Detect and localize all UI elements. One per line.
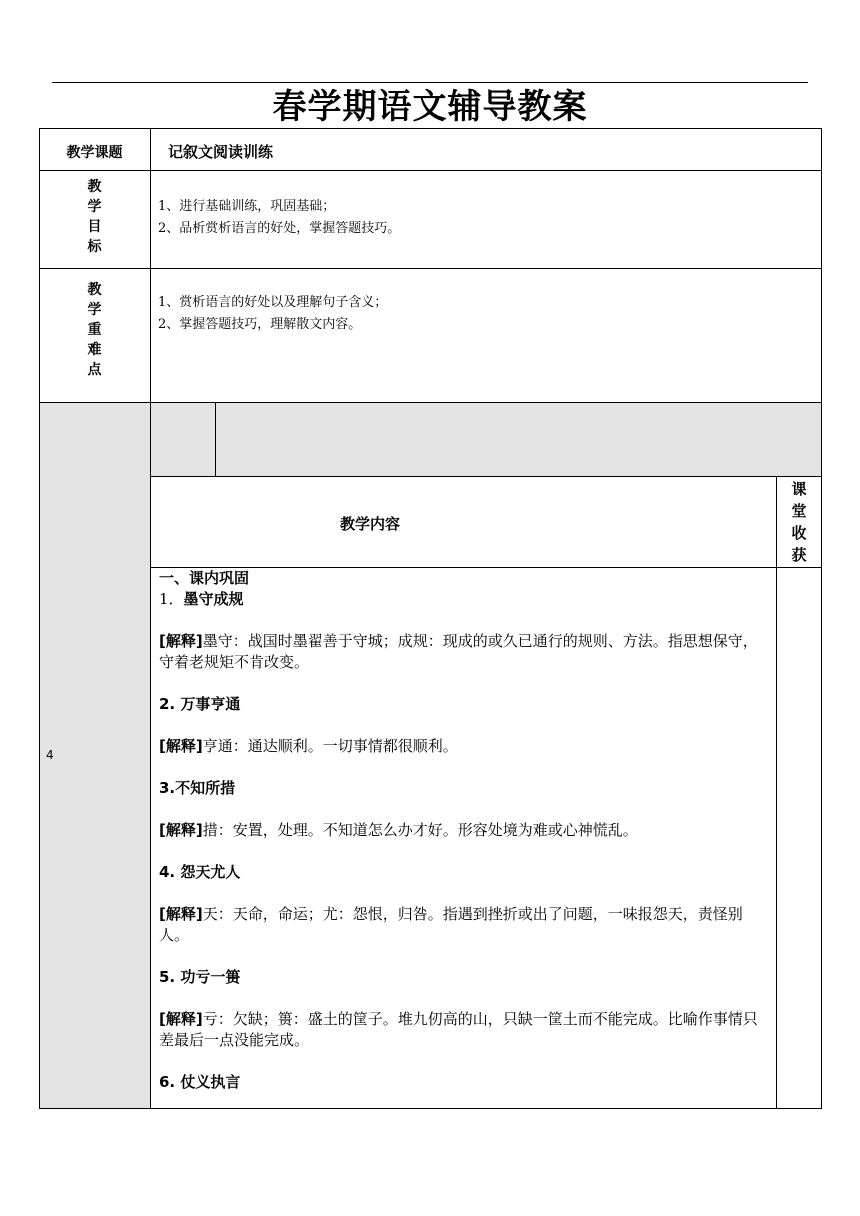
idiom-heading: 6. 仗义执言 [159,1073,241,1091]
teaching-content [159,568,771,1093]
keypoints-list [158,292,387,336]
table-divider [39,170,822,171]
page-title: 春学期语文辅导教案 [272,87,588,127]
section-title: 一、课内巩固 [159,569,250,587]
table-divider [150,128,151,1109]
idiom-heading: 3.不知所措 [159,779,236,797]
goal-item: 2、品析赏析语言的好处，掌握答题技巧。 [158,221,401,236]
idiom-heading: 2. 万事亨通 [159,695,241,713]
gain-header: 课 堂 收 获 [791,480,807,564]
goals-label: 教 学 目 标 [87,179,102,255]
idiom-explanation: [解释]天：天命，命运；尤：怨恨，归咎。指遇到挫折或出了问题，一味报怨天，责怪别人。 [159,905,743,944]
side-number: 4 [46,748,54,762]
idiom-explanation: [解释]墨守：战国时墨翟善于守城；成规：现成的或久已通行的规则、方法。指思想保守，守着老规矩不肯改变。 [159,632,758,671]
goal-item: 1、进行基础训练，巩固基础； [158,199,336,214]
idiom-heading: 1．墨守成规 [159,590,244,608]
subject-value: 记叙文阅读训练 [168,143,274,161]
table-divider [39,268,822,269]
keypoint-item: 1、赏析语言的好处以及理解句子含义； [158,295,388,310]
goals-list [158,196,400,240]
table-divider [776,476,777,1109]
idiom-heading: 4. 怨天尤人 [159,863,241,881]
side-cell [40,403,150,1108]
gray-header-area [151,403,821,476]
table-divider [215,402,216,476]
idiom-explanation: [解释]亏：欠缺；篑：盛土的筐子。堆九仞高的山，只缺一筐土而不能完成。比喻作事情只差最后一点没能完成。 [159,1010,758,1049]
content-header: 教学内容 [340,515,401,533]
idiom-explanation: [解释]措：安置，处理。不知道怎么办才好。形容处境为难或心神慌乱。 [159,821,638,839]
keypoint-item: 2、掌握答题技巧，理解散文内容。 [158,317,362,332]
idiom-explanation: [解释]亨通：通达顺利。一切事情都很顺利。 [159,737,458,755]
idiom-heading: 5. 功亏一篑 [159,968,241,986]
top-rule [52,82,808,83]
subject-label: 教学课题 [66,145,123,161]
keypoints-label: 教 学 重 难 点 [87,282,102,378]
table-divider [150,476,822,477]
